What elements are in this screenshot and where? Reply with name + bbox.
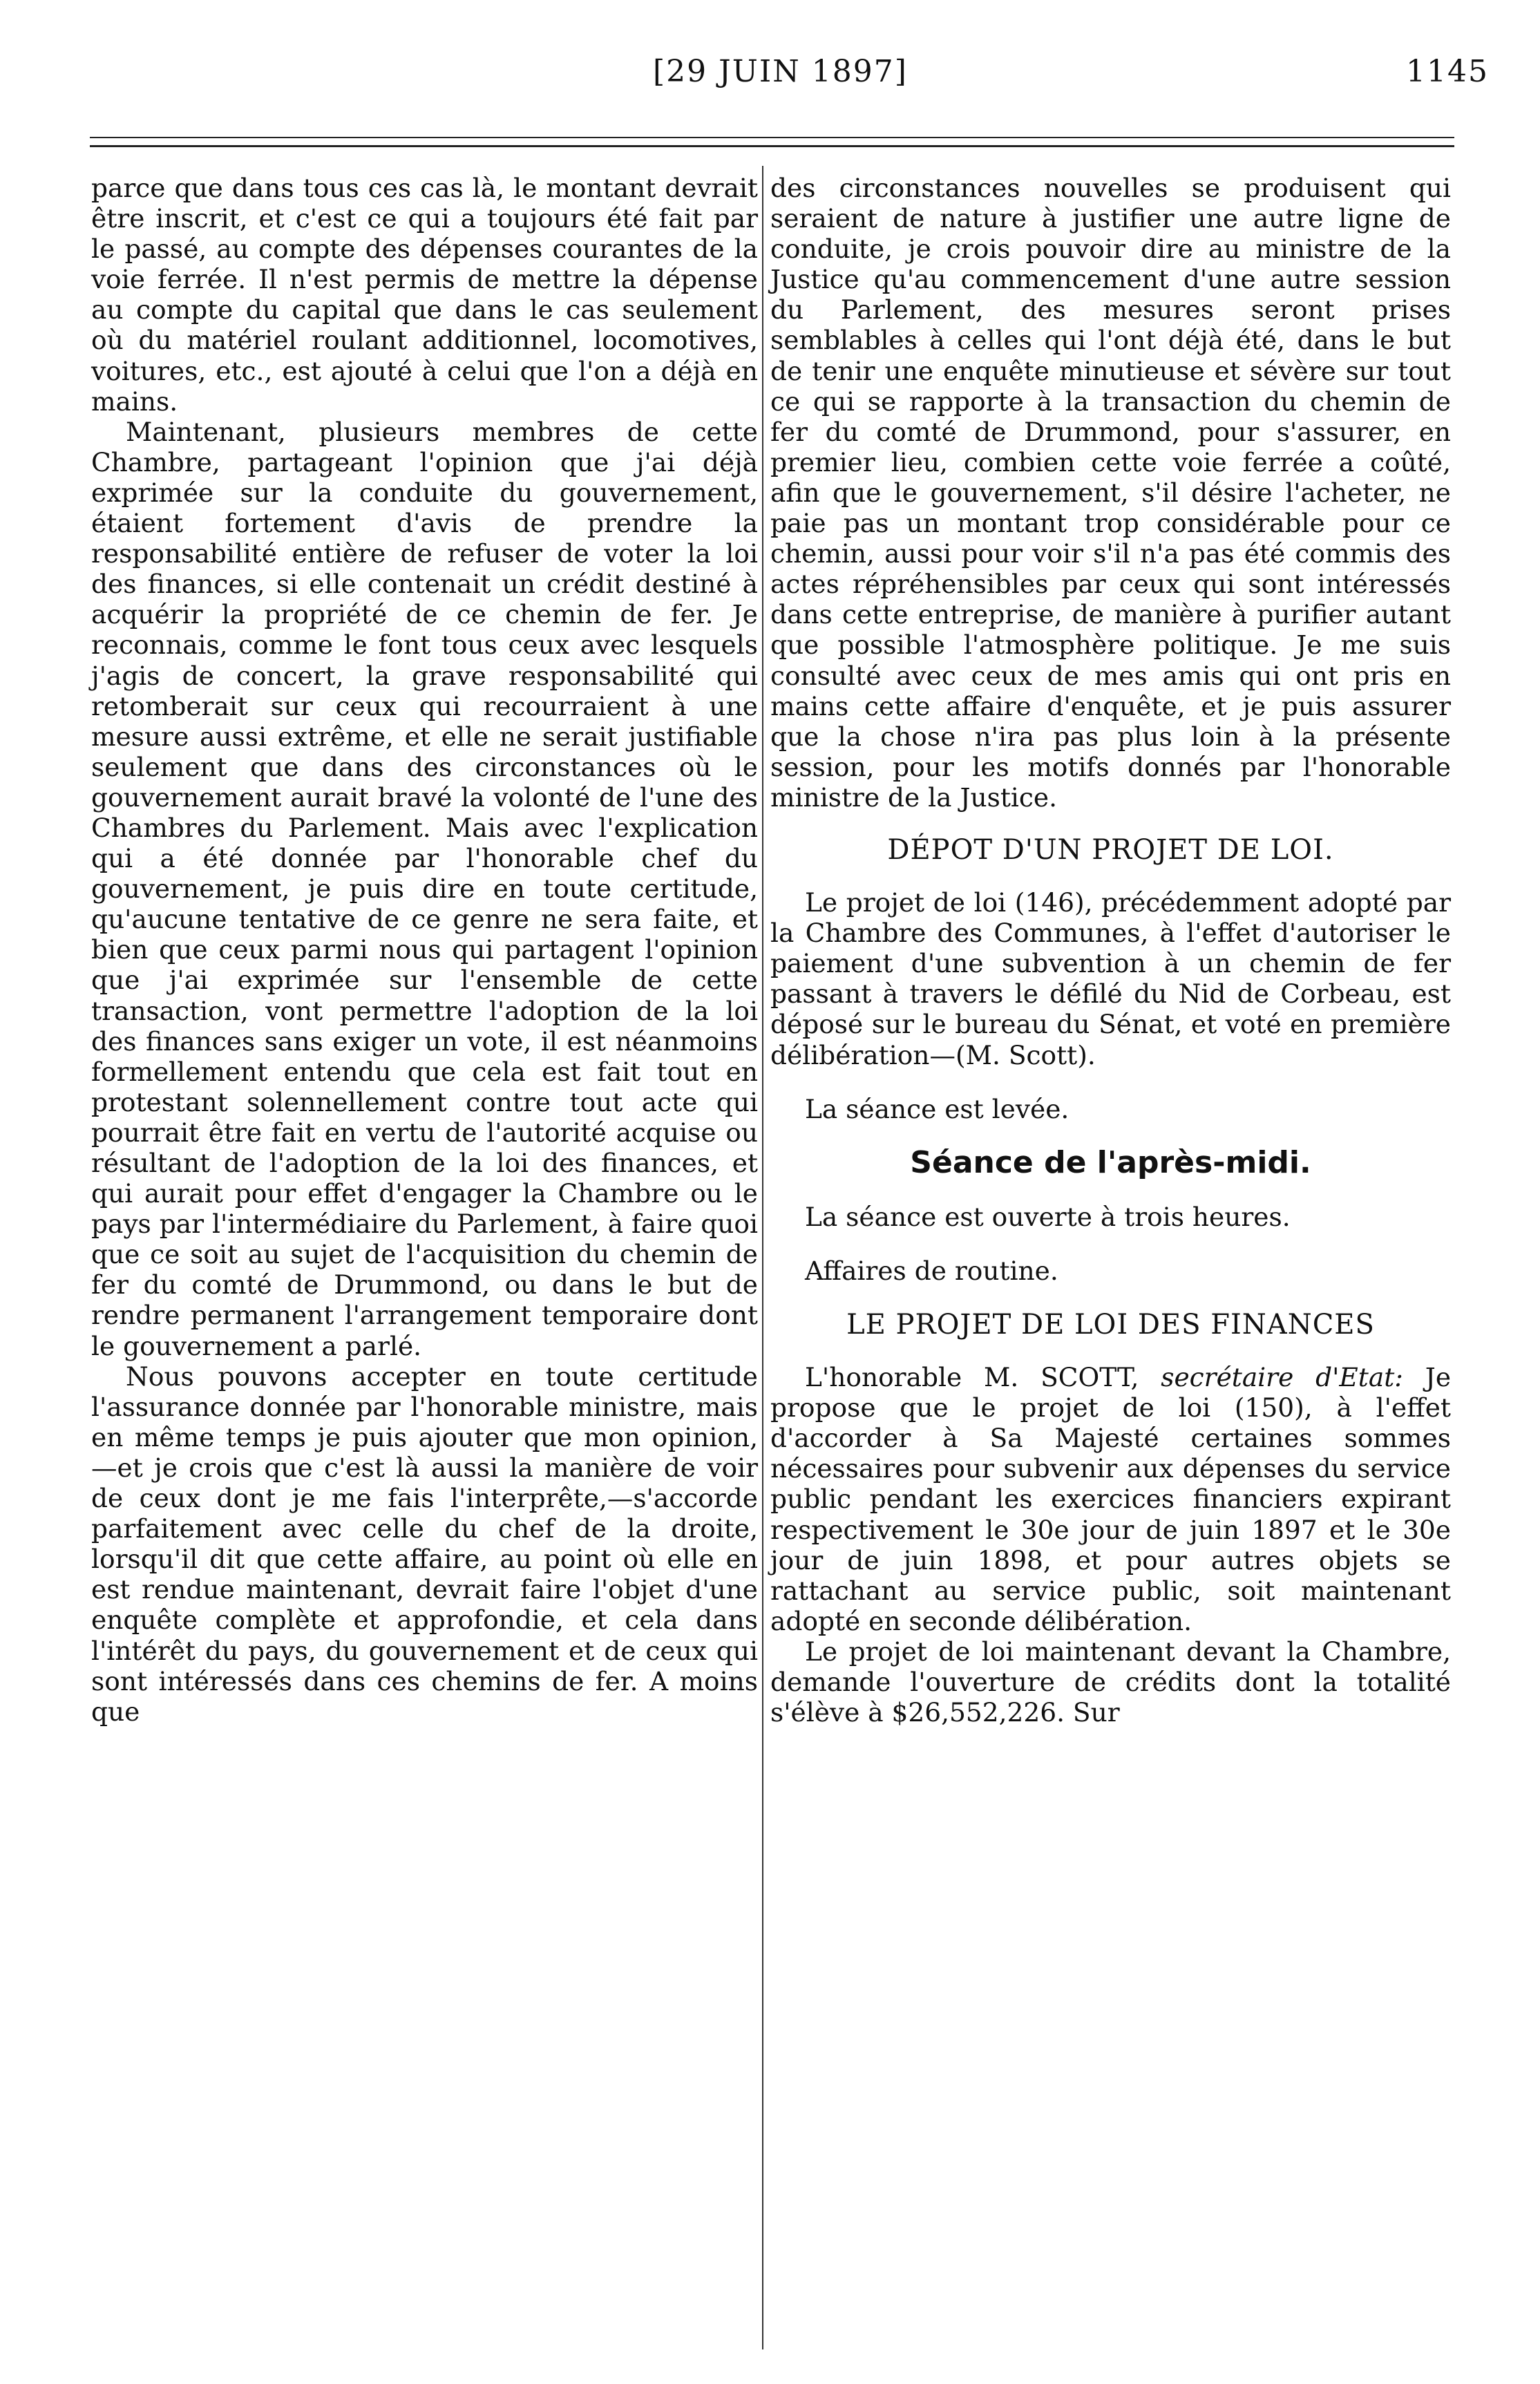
left-column bbox=[91, 173, 758, 1727]
session-heading: Séance de l'après-midi. bbox=[910, 1144, 1311, 1180]
paragraph: Nous pouvons accepter en toute certitude l'assurance donnée par l'honorable ministre, mais en même temps je puis ajouter que mon opinion,—et je crois que c'est là aussi la manière de voir de ceux dont je me fais l'interprête,—s'accorde parfaitement avec celle du chef de la droite, lorsqu'il dit que cette affaire, au point où elle en est rendue maintenant, devrait faire l'objet d'une enquête complète et approfondie, et cela dans l'intérêt du pays, du gouvernement et de ceux qui sont intéressés dans ces chemins de fer. A moins que bbox=[91, 1361, 758, 1727]
paragraph: Le projet de loi (146), précédemment adopté par la Chambre des Communes, à l'effet d'autoriser le paiement d'une subvention à un chemin de fer passant à travers le défilé du Nid de Corbeau, est déposé sur le bureau du Sénat, et voté en première délibération—(M. Scott). bbox=[770, 887, 1451, 1070]
speaker-title: secrétaire d'Etat: bbox=[1161, 1362, 1403, 1393]
paragraph: des circonstances nouvelles se produisent qui seraient de nature à justifier une autre ligne de conduite, je crois pouvoir dire au ministre de la Justice qu'au commencement d'une autre session du Parlement, des mesures seront prises semblables à celles qui l'ont déjà été, dans le but de tenir une enquête minutieuse et sévère sur tout ce qui se rapporte à la transaction du chemin de fer du comté de Drummond, pour s'assurer, en premier lieu, combien cette voie ferrée a coûté, afin que le gouvernement, s'il désire l'acheter, ne paie pas un montant trop considérable pour ce chemin, aussi pour voir s'il n'a pas été commis des actes répréhensibles par ceux qui sont intéressés dans cette entreprise, de manière à purifier autant que possible l'atmosphère politique. Je me suis consulté avec ceux de mes amis qui ont pris en mains cette affaire d'enquête, et je puis assurer que la chose n'ira pas plus loin à la présente session, pour les motifs donnés par l'honorable ministre de la Justice. bbox=[770, 173, 1451, 813]
paragraph: La séance est ouverte à trois heures. bbox=[805, 1201, 1291, 1232]
right-column bbox=[770, 173, 1451, 1728]
header-date: [29 JUIN 1897] bbox=[653, 54, 908, 89]
speaker-text: Je propose que le projet de loi (150), à l'effet d'accorder à Sa Majesté certaines sommes nécessaires pour subvenir aux dépenses du service public pendant les exercices financiers expirant respectivement le 30e jour de juin 1897 et le 30e jour de juin 1898, et pour autres objets se rattachant au service public, soit maintenant adopté en seconde délibération. bbox=[770, 1362, 1452, 1636]
paragraph: Maintenant, plusieurs membres de cette Chambre, partageant l'opinion que j'ai déjà exprimée sur la conduite du gouvernement, étaient fortement d'avis de prendre la responsabilité entière de refuser de voter la loi des finances, si elle contenait un crédit destiné à acquérir la propriété de ce chemin de fer. Je reconnais, comme le font tous ceux avec lesquels j'agis de concert, la grave responsabilité qui retomberait sur ceux qui recourraient à une mesure aussi extrême, et elle ne serait justifiable seulement que dans des circonstances où le gouvernement aurait bravé la volonté de l'une des Chambres du Parlement. Mais avec l'explication qui a été donnée par l'honorable chef du gouvernement, je puis dire en toute certitude, qu'aucune tentative de ce genre ne sera faite, et bien que ceux parmi nous qui partagent l'opinion que j'ai exprimée sur l'ensemble de cette transaction, vont permettre l'adoption de la loi des finances sans exiger un vote, il est néanmoins formellement entendu que cela est fait tout en protestant solennellement contre tout acte qui pourrait être fait en vertu de l'autorité acquise ou résultant de l'adoption de la loi des finances, et qui aurait pour effet d'engager la Chambre ou le pays par l'intermédiaire du Parlement, à faire quoi que ce soit au sujet de l'acquisition du chemin de fer du comté de Drummond, ou dans le but de rendre permanent l'arrangement temporaire dont le gouvernement a parlé. bbox=[91, 416, 758, 1361]
paragraph: Affaires de routine. bbox=[805, 1255, 1058, 1286]
speaker-name: L'honorable M. SCOTT, bbox=[805, 1362, 1139, 1393]
paragraph: parce que dans tous ces cas là, le montant devrait être inscrit, et c'est ce qui a toujours été fait par le passé, au compte des dépenses courantes de la voie ferrée. Il n'est permis de mettre la dépense au compte du capital que dans le cas seulement où du matériel roulant additionnel, locomotives, voitures, etc., est ajouté à celui que l'on a déjà en mains. bbox=[91, 173, 758, 417]
page-number: 1145 bbox=[1406, 54, 1489, 89]
header-rule-bottom bbox=[90, 145, 1454, 147]
paragraph: Le projet de loi maintenant devant la Chambre, demande l'ouverture de crédits dont la totalité s'élève à $26,552,226. Sur bbox=[770, 1636, 1451, 1728]
section-heading: DÉPOT D'UN PROJET DE LOI. bbox=[887, 833, 1334, 866]
page-header bbox=[0, 54, 1540, 95]
section-heading: LE PROJET DE LOI DES FINANCES bbox=[846, 1309, 1375, 1341]
speaker-paragraph bbox=[770, 1362, 1451, 1636]
paragraph: La séance est levée. bbox=[805, 1093, 1070, 1124]
header-rule-top bbox=[90, 137, 1454, 138]
column-divider bbox=[762, 166, 763, 2349]
